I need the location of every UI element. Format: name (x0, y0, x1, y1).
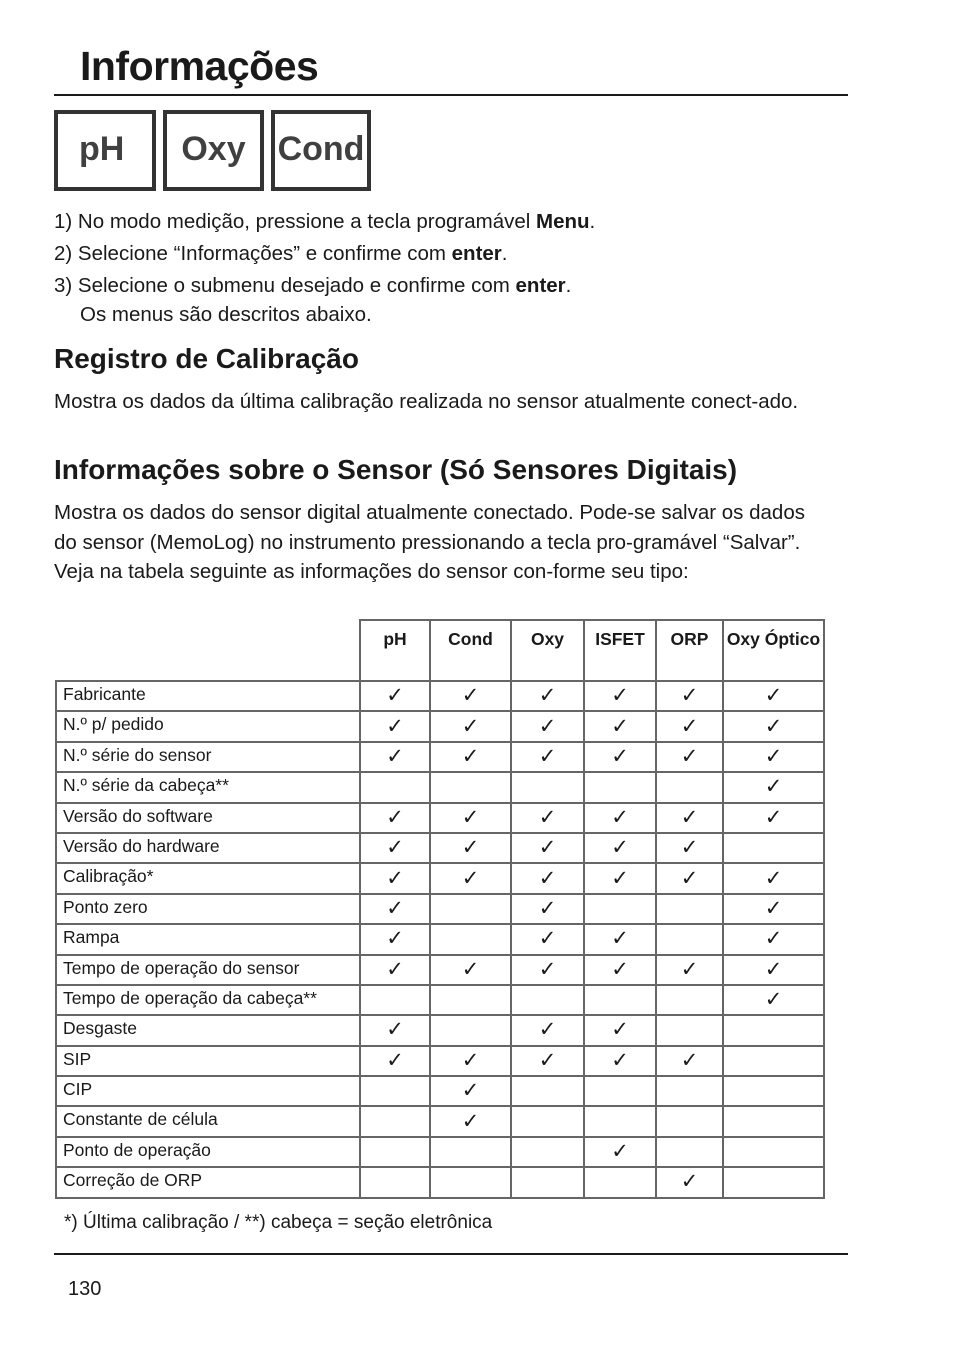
empty-cell (511, 1106, 584, 1136)
table-row (56, 833, 824, 863)
section-heading-calibration: Registro de Calibração (54, 343, 359, 374)
empty-cell (430, 924, 511, 954)
empty-cell (656, 924, 723, 954)
empty-cell (656, 1076, 723, 1106)
empty-cell (723, 1167, 824, 1197)
check-mark-icon: ✓ (430, 1076, 511, 1106)
check-mark-icon: ✓ (360, 742, 430, 772)
check-mark-icon: ✓ (656, 711, 723, 741)
check-mark-icon: ✓ (430, 742, 511, 772)
table-row (56, 894, 824, 924)
check-mark-icon: ✓ (360, 681, 430, 711)
steps-note: Os menus são descritos abaixo. (80, 303, 372, 326)
row-label: Fabricante (56, 681, 360, 711)
column-header: pH (360, 620, 430, 681)
step-punct: . (501, 242, 508, 265)
check-mark-icon: ✓ (430, 803, 511, 833)
empty-cell (430, 985, 511, 1015)
check-mark-icon: ✓ (430, 833, 511, 863)
table-row (56, 1167, 824, 1197)
step-item (54, 206, 595, 238)
check-mark-icon: ✓ (723, 681, 824, 711)
device-type-badges (54, 110, 371, 191)
page-number: 130 (68, 1278, 102, 1300)
empty-cell (430, 772, 511, 802)
empty-cell (656, 1106, 723, 1136)
empty-cell (723, 1076, 824, 1106)
footer-divider (54, 1253, 848, 1255)
row-label: SIP (56, 1046, 360, 1076)
table-body (56, 681, 824, 1198)
check-mark-icon: ✓ (360, 863, 430, 893)
check-mark-icon: ✓ (360, 955, 430, 985)
column-header: Oxy Óptico (723, 620, 824, 681)
step-item (54, 238, 595, 270)
empty-cell (511, 1076, 584, 1106)
check-mark-icon: ✓ (584, 1137, 656, 1167)
table-row (56, 772, 824, 802)
empty-cell (360, 1167, 430, 1197)
step-text: 2) Selecione “Informações” e confirme com (54, 242, 452, 265)
check-mark-icon: ✓ (723, 985, 824, 1015)
table-row (56, 1015, 824, 1045)
check-mark-icon: ✓ (360, 1046, 430, 1076)
check-mark-icon: ✓ (584, 742, 656, 772)
check-mark-icon: ✓ (656, 833, 723, 863)
empty-cell (584, 1167, 656, 1197)
table-row (56, 985, 824, 1015)
check-mark-icon: ✓ (584, 955, 656, 985)
empty-cell (723, 1106, 824, 1136)
row-label: Ponto de operação (56, 1137, 360, 1167)
check-mark-icon: ✓ (511, 1046, 584, 1076)
title-divider (54, 94, 848, 96)
check-mark-icon: ✓ (656, 1167, 723, 1197)
row-label: Calibração* (56, 863, 360, 893)
row-label: Correção de ORP (56, 1167, 360, 1197)
table-row (56, 924, 824, 954)
check-mark-icon: ✓ (360, 894, 430, 924)
empty-cell (584, 1106, 656, 1136)
empty-cell (360, 985, 430, 1015)
check-mark-icon: ✓ (360, 924, 430, 954)
table-row (56, 1106, 824, 1136)
row-label: Tempo de operação do sensor (56, 955, 360, 985)
table-row (56, 681, 824, 711)
footnote: *) Última calibração / **) cabeça = seção eletrônica (64, 1212, 493, 1233)
section-heading-sensor: Informações sobre o Sensor (Só Sensores Digitais) (54, 454, 738, 485)
column-header: ISFET (584, 620, 656, 681)
empty-cell (511, 1167, 584, 1197)
empty-cell (584, 772, 656, 802)
empty-cell (656, 985, 723, 1015)
table-header-blank (56, 620, 360, 681)
check-mark-icon: ✓ (430, 711, 511, 741)
check-mark-icon: ✓ (430, 1106, 511, 1136)
table-row (56, 803, 824, 833)
check-mark-icon: ✓ (430, 681, 511, 711)
empty-cell (723, 1015, 824, 1045)
empty-cell (430, 894, 511, 924)
empty-cell (584, 1076, 656, 1106)
empty-cell (656, 1015, 723, 1045)
check-mark-icon: ✓ (656, 681, 723, 711)
check-mark-icon: ✓ (360, 1015, 430, 1045)
empty-cell (360, 1106, 430, 1136)
check-mark-icon: ✓ (511, 955, 584, 985)
check-mark-icon: ✓ (584, 803, 656, 833)
row-label: Desgaste (56, 1015, 360, 1045)
table-row (56, 1046, 824, 1076)
step-key: enter (515, 274, 566, 297)
check-mark-icon: ✓ (360, 711, 430, 741)
empty-cell (360, 1137, 430, 1167)
column-header: Cond (430, 620, 511, 681)
empty-cell (511, 1137, 584, 1167)
row-label: Versão do software (56, 803, 360, 833)
empty-cell (430, 1015, 511, 1045)
row-label: N.º série da cabeça** (56, 772, 360, 802)
check-mark-icon: ✓ (723, 711, 824, 741)
step-text: 3) Selecione o submenu desejado e confirme com (54, 274, 516, 297)
empty-cell (511, 772, 584, 802)
row-label: N.º série do sensor (56, 742, 360, 772)
empty-cell (430, 1137, 511, 1167)
table-row (56, 711, 824, 741)
check-mark-icon: ✓ (511, 894, 584, 924)
empty-cell (723, 833, 824, 863)
check-mark-icon: ✓ (430, 955, 511, 985)
section-text-sensor: Mostra os dados do sensor digital atualmente conectado. Pode-se salvar os dados do sensor (MemoLog) no instrumento pressionando a tecla pro-gramável “Salvar”. Veja na tabela seguinte as informações do sensor con-forme seu tipo: (54, 501, 805, 583)
check-mark-icon: ✓ (723, 742, 824, 772)
empty-cell (723, 1137, 824, 1167)
check-mark-icon: ✓ (656, 863, 723, 893)
empty-cell (511, 985, 584, 1015)
empty-cell (360, 772, 430, 802)
empty-cell (656, 894, 723, 924)
table-row (56, 1137, 824, 1167)
table-row (56, 863, 824, 893)
empty-cell (430, 1167, 511, 1197)
check-mark-icon: ✓ (656, 1046, 723, 1076)
empty-cell (584, 894, 656, 924)
step-key: enter (451, 242, 502, 265)
instruction-steps (54, 206, 595, 331)
step-key: Menu (536, 210, 590, 233)
check-mark-icon: ✓ (723, 772, 824, 802)
check-mark-icon: ✓ (511, 742, 584, 772)
check-mark-icon: ✓ (584, 833, 656, 863)
check-mark-icon: ✓ (584, 1015, 656, 1045)
check-mark-icon: ✓ (360, 803, 430, 833)
check-mark-icon: ✓ (584, 681, 656, 711)
badge-ph: pH (54, 110, 156, 191)
empty-cell (723, 1046, 824, 1076)
step-text: 1) No modo medição, pressione a tecla programável (54, 210, 536, 233)
row-label: N.º p/ pedido (56, 711, 360, 741)
check-mark-icon: ✓ (511, 681, 584, 711)
row-label: Versão do hardware (56, 833, 360, 863)
step-item (54, 270, 595, 302)
check-mark-icon: ✓ (511, 924, 584, 954)
badge-oxy: Oxy (163, 110, 264, 191)
step-punct: . (589, 210, 596, 233)
page-title: Informações (80, 43, 319, 89)
badge-cond: Cond (271, 110, 371, 191)
table-header-row (56, 620, 824, 681)
check-mark-icon: ✓ (584, 711, 656, 741)
check-mark-icon: ✓ (723, 924, 824, 954)
column-header: ORP (656, 620, 723, 681)
column-header: Oxy (511, 620, 584, 681)
check-mark-icon: ✓ (511, 833, 584, 863)
empty-cell (656, 772, 723, 802)
row-label: CIP (56, 1076, 360, 1106)
check-mark-icon: ✓ (430, 1046, 511, 1076)
check-mark-icon: ✓ (584, 863, 656, 893)
section-text-calibration: Mostra os dados da última calibração realizada no sensor atualmente conect-ado. (54, 390, 799, 413)
step-punct: . (565, 274, 572, 297)
empty-cell (584, 985, 656, 1015)
row-label: Ponto zero (56, 894, 360, 924)
check-mark-icon: ✓ (656, 803, 723, 833)
row-label: Rampa (56, 924, 360, 954)
empty-cell (656, 1137, 723, 1167)
check-mark-icon: ✓ (723, 894, 824, 924)
check-mark-icon: ✓ (430, 863, 511, 893)
table-row (56, 742, 824, 772)
check-mark-icon: ✓ (511, 1015, 584, 1045)
check-mark-icon: ✓ (360, 833, 430, 863)
check-mark-icon: ✓ (511, 711, 584, 741)
empty-cell (360, 1076, 430, 1106)
row-label: Tempo de operação da cabeça** (56, 985, 360, 1015)
check-mark-icon: ✓ (511, 803, 584, 833)
check-mark-icon: ✓ (584, 1046, 656, 1076)
sensor-info-table (55, 619, 825, 1199)
check-mark-icon: ✓ (723, 803, 824, 833)
check-mark-icon: ✓ (584, 924, 656, 954)
check-mark-icon: ✓ (723, 863, 824, 893)
check-mark-icon: ✓ (723, 955, 824, 985)
check-mark-icon: ✓ (656, 742, 723, 772)
table-row (56, 1076, 824, 1106)
check-mark-icon: ✓ (656, 955, 723, 985)
table-row (56, 955, 824, 985)
row-label: Constante de célula (56, 1106, 360, 1136)
check-mark-icon: ✓ (511, 863, 584, 893)
